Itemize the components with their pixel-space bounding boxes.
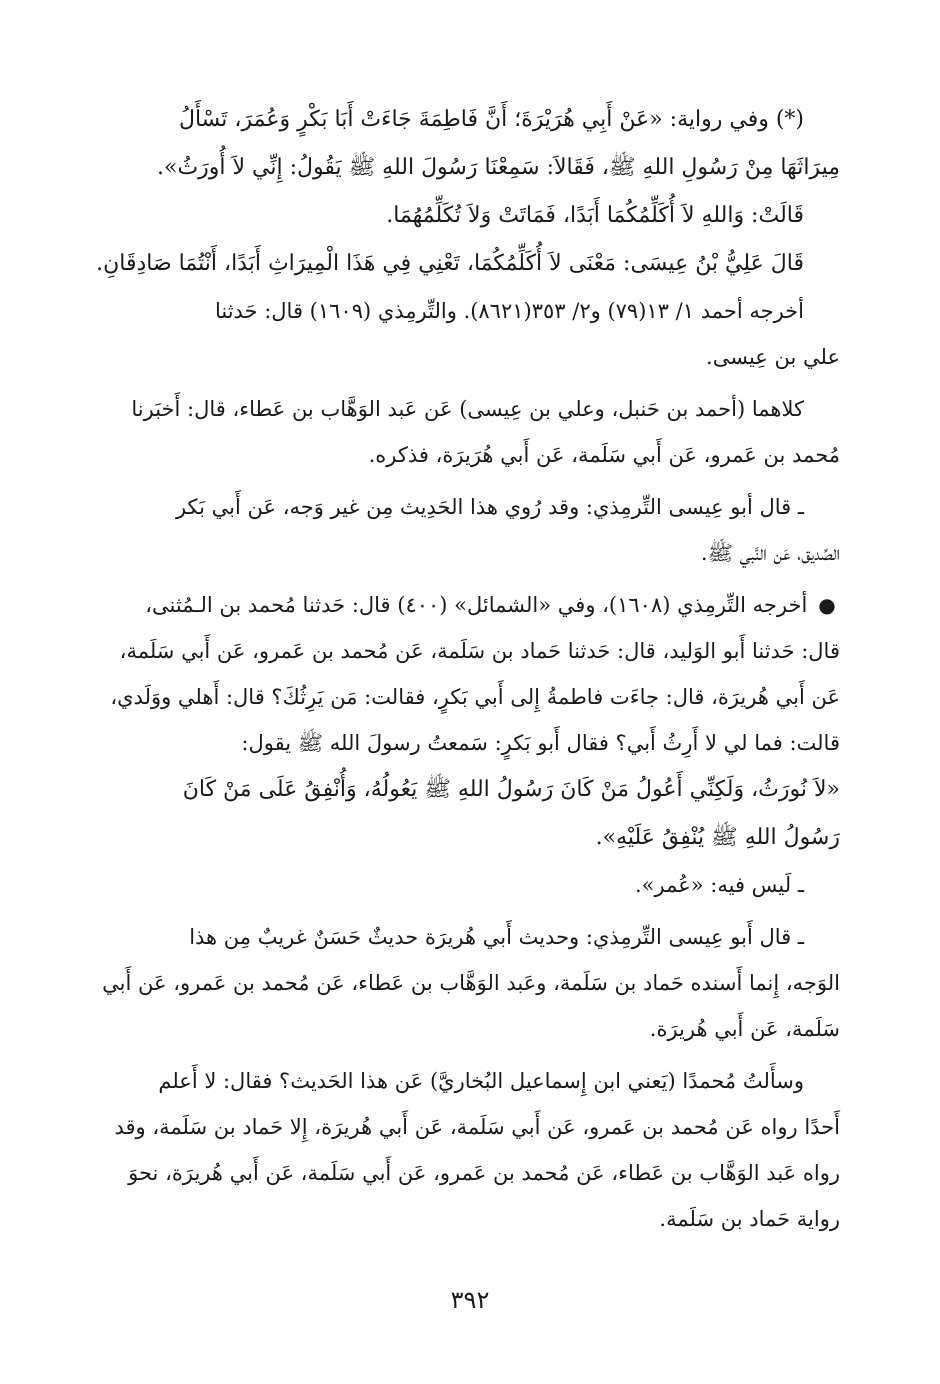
text-line: قَالَتْ: وَاللهِ لاَ أُكَلِّمُكُمَا أَبَدًا، فَمَاتَتْ وَلاَ تُكَلِّمُهُمَا.: [386, 203, 804, 228]
text-line: رَسُولُ اللهِ ﷺ يُنْفِقُ عَلَيْهِ».: [595, 825, 840, 850]
text-line: الوَجه، إِنما أَسنده حَماد بن سَلَمة، وعَبد الوَهَّاب بن عَطاء، عَن مُحمد بن عَمرو، عَن أَبي: [102, 971, 840, 995]
text-line: قَالَ عَلِيُّ بْنُ عِيسَى: مَعْنَى لاَ أُكَلِّمُكُمَا، تَعْنِي فِي هَذَا الْمِيرَاثِ أَبَدًا، أَنْتُمَا صَادِقَانِ.: [96, 251, 804, 276]
text-line: أخرجه أحمد ١/ ١٣(٧٩) و٢/ ٣٥٣(٨٦٢١). والتِّرمِذي (١٦٠٩) قال: حَدثنا: [214, 299, 804, 323]
text-line: أخرجه التِّرمِذي (١٦٠٨)، وفي «الشمائل» (٤٠٠) قال: حَدثنا مُحمد بن الـمُثنى،: [145, 593, 808, 617]
takhrij-paragraph: [96, 288, 840, 380]
hadith-narration-paragraph: [96, 96, 840, 192]
text-line: مُحمد بن عَمرو، عَن أَبي سَلَمة، عَن أَبي هُرَيرَة، فذكره.: [368, 443, 840, 467]
page-body: [96, 96, 840, 1326]
commentary-paragraph: [96, 240, 840, 288]
text-line: «لاَ نُورَثُ، وَلَكِنِّي أَعُولُ مَنْ كَانَ رَسُولُ اللهِ ﷺ يَعُولُهُ، وَأُنْفِقُ عَلَى مَنْ كَانَ: [182, 777, 840, 802]
text-line: رواية حَماد بن سَلَمة.: [659, 1207, 840, 1231]
bullet-icon: ●: [818, 593, 836, 617]
text-line: رواه عَبد الوَهَّاب بن عَطاء، عَن مُحمد بن عَمرو، عَن أَبي سَلَمة، عَن أَبي هُريرَة، نحوَ: [128, 1161, 840, 1185]
text-line: كلاهما (أحمد بن حَنبل، وعلي بن عِيسى) عَن عَبد الوَهَّاب بن عَطاء، قال: أَخبَرنا: [131, 397, 804, 421]
text-line: ـ قال أبو عِيسى التِّرمِذي: وقد رُوي هذا الحَدِيث مِن غير وَجه، عَن أَبي بَكر: [175, 495, 804, 519]
isnad-paragraph: [96, 386, 840, 478]
text-line: علي بن عِيسى.: [706, 345, 840, 369]
hadith-text-paragraph: [96, 766, 840, 862]
text-line: قالت: فما لي لا أَرِثُ أَبي؟ فقال أَبو بَكرٍ: سَمعتُ رسولَ الله ﷺ يقول:: [241, 731, 840, 755]
grading-paragraph: [96, 914, 840, 1052]
page-number: ٣٩٢: [450, 1286, 490, 1314]
tirmidhi-comment-paragraph: [96, 484, 840, 576]
bukhari-inquiry-paragraph: [96, 1058, 840, 1242]
text-line: قال: حَدثنا أَبو الوَليد، قال: حَدثنا حَماد بن سَلَمة، عَن مُحمد بن عَمرو، عَن أَبي سَلَمة،: [119, 639, 840, 663]
text-line: سَلَمة، عَن أَبي هُريرَة.: [649, 1017, 840, 1041]
text-line: مِيرَاثَهَا مِنْ رَسُولِ اللهِ ﷺ، فَقَالاَ: سَمِعْنَا رَسُولَ اللهِ ﷺ يَقُولُ: إِنِّي لاَ أُورَثُ».: [156, 155, 840, 180]
text-line: أَحدًا رواه عَن مُحمد بن عَمرو، عَن أَبي سَلَمة، عَن أَبي هُريرَة، إِلا حَماد بن سَلَمة، وقد: [114, 1115, 840, 1139]
text-line: الصِّديق، عَن النَّبي ﷺ.: [700, 541, 840, 565]
text-line: ـ قال أَبو عِيسى التِّرمِذي: وحديث أَبي هُريرَة حديثٌ حَسَنٌ غريبٌ مِن هذا: [189, 925, 804, 949]
text-line: عَن أَبي هُريرَة، قال: جاءَت فاطمةُ إِلى أَبي بَكرٍ، فقالت: مَن يَرِثُكَ؟ قال: أَهلي ووَلَدي،: [110, 685, 840, 709]
text-line: ـ لَيس فيه: «عُمر».: [634, 873, 804, 897]
bullet-takhrij-paragraph: [96, 582, 840, 766]
text-line: (*) وفي رواية: «عَنْ أَبِي هُرَيْرَةَ؛ أَنَّ فَاطِمَةَ جَاءَتْ أَبَا بَكْرٍ وَعُمَرَ، تَسْأَلُ: [178, 107, 804, 132]
note-paragraph: [96, 862, 840, 908]
hadith-quote-paragraph: [96, 192, 840, 240]
text-line: وسأَلتُ مُحمدًا (يَعني ابن إِسماعيل البُخاريَّ) عَن هذا الحَديث؟ فقال: لا أَعلم: [158, 1069, 804, 1093]
